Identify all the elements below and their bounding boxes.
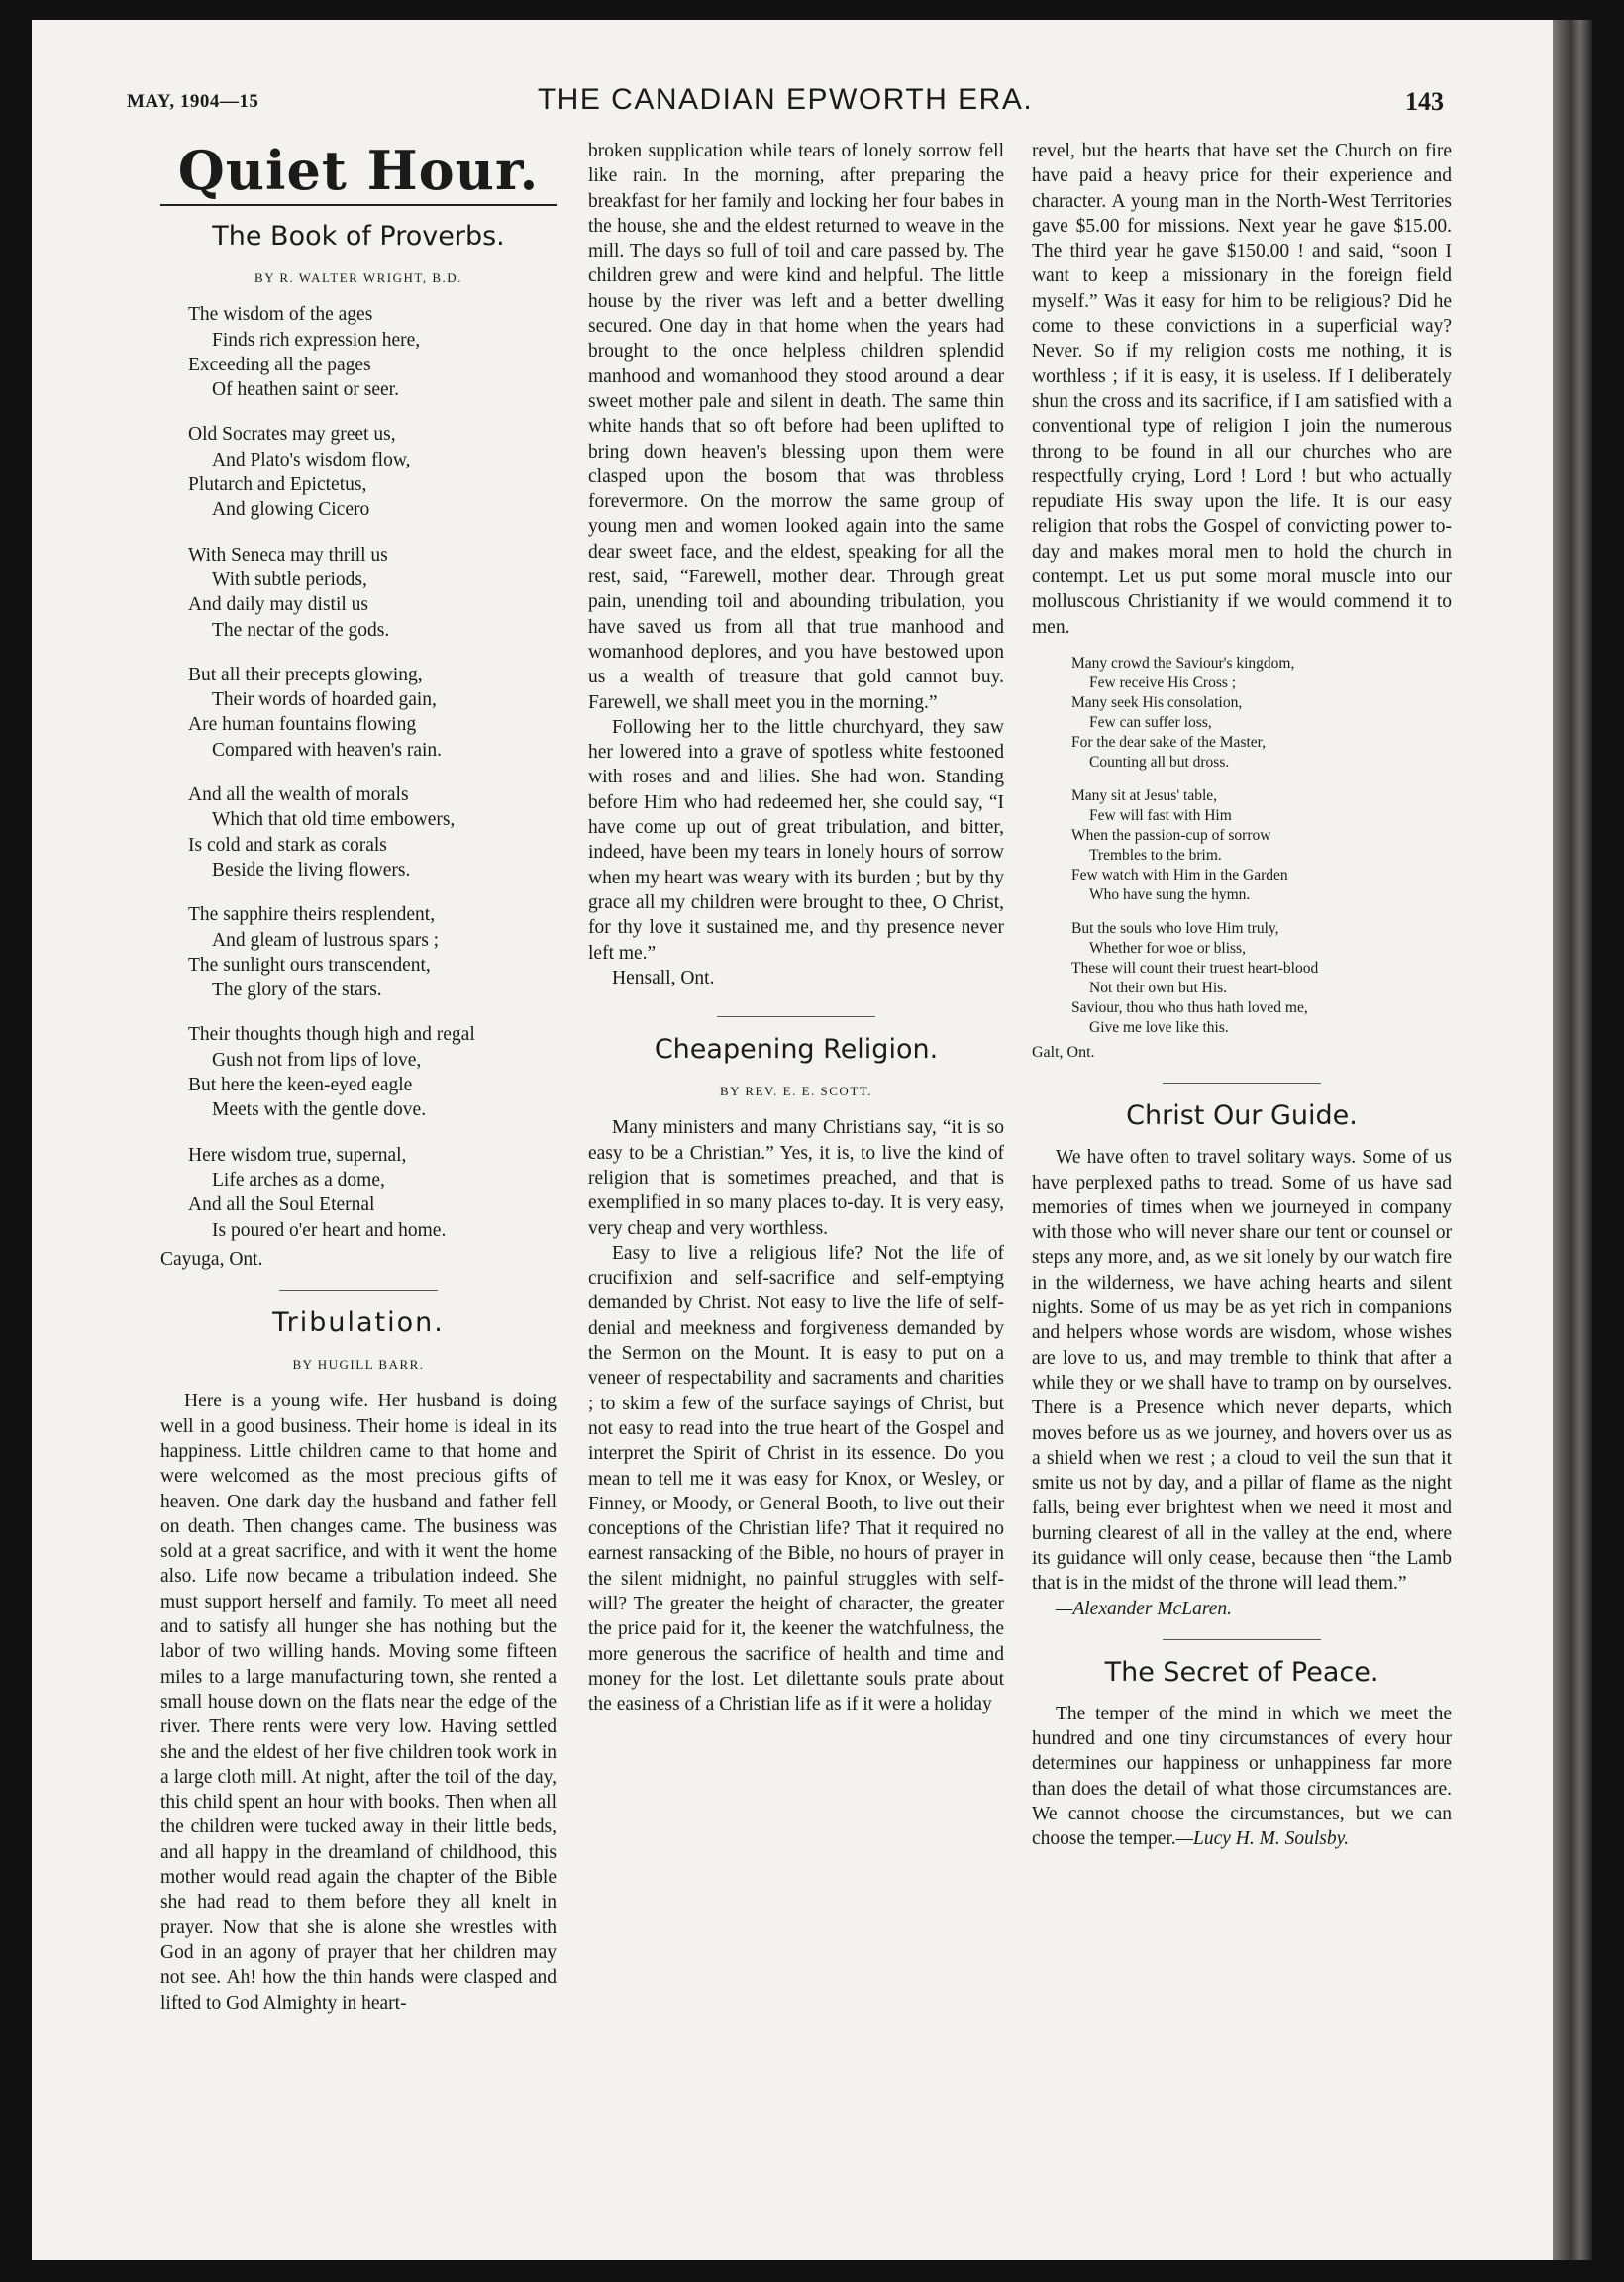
poem-line: Is cold and stark as corals: [188, 834, 387, 856]
section-masthead: Quiet Hour.: [177, 139, 540, 202]
poem-line: Finds rich expression here,: [212, 329, 421, 351]
poem-line: And all the wealth of morals: [188, 784, 409, 806]
poem-line: For the dear sake of the Master,: [1071, 733, 1267, 751]
poem-line: Few can suffer loss,: [1089, 713, 1212, 731]
poem-stanza: [188, 1022, 557, 1122]
poem-stanza: [188, 422, 557, 522]
poem-line: Saviour, thou who thus hath loved me,: [1071, 998, 1308, 1016]
poem-line: Of heathen saint or seer.: [212, 379, 399, 401]
guide-paragraph: We have often to travel solitary ways. Some of us have perplexed paths to tread. Some of us have sad memories of times when we journeyed in company with those who will never share our tent or counsel or steps any more, and, as we sit lonely by our watch fire in the wilderness, we have aching hearts and silent nights. Some of us may be as yet rich in companions and helpers whose words are wisdom, whose wishes are love to us, and may tremble to think that after a while they or we shall have to tramp on by ourselves. There is a Presence which never departs, which moves before us as we journey, and hovers over us as a shield when we rest ; a cloud to veil the sun that it smite us not by day, and a pillar of flame as the night falls, being ever brightest when we need it most and burning clearest of all in the valley at the end, where its guidance will only cease, because then “the Lamb that is in the midst of the throne will lead them.”: [1032, 1147, 1453, 1595]
poem-line: Who have sung the hymn.: [1089, 885, 1251, 903]
article-title-peace: The Secret of Peace.: [1104, 1656, 1379, 1688]
poem-line: Plutarch and Epictetus,: [188, 474, 367, 496]
issue-date: MAY, 1904—15: [127, 91, 259, 112]
peace-signature: —Lucy H. M. Soulsby.: [1175, 1828, 1350, 1850]
masthead-rule: [160, 204, 557, 206]
page-number: 143: [1405, 87, 1444, 116]
article-title-cheapening: Cheapening Religion.: [654, 1034, 939, 1066]
poem-line: The sapphire theirs resplendent,: [188, 904, 436, 926]
poem-stanza: [188, 543, 557, 643]
poem-stanza: [188, 663, 557, 763]
tribulation-paragraph: broken supplication while tears of lonely sorrow fell like rain. In the morning, after preparing the breakfast for her family and locking her four babes in the house, she and the eldest returned to weave in the mill. The days so full of toil and care passed by. The children grew and were kind and helpful. The little house by the river was left and a better dwelling secured. One day in that home when the years had brought to the once helpless children splendid manhood and womanhood they stood around a dear sweet mother pale and silent in death. The same thin white hands that so oft before had been uplifted to bring down heaven's blessing upon them were clasped upon the bosom that was throbless forevermore. On the morrow the same group of young men and women looked again into the same dear sweet face, and the eldest, speaking for all the rest, said, “Farewell, mother dear. Through great pain, unending toil and abounding tribulation, you have saved us from all that true manhood and womanhood deplores, and you have bestowed upon us a wealth of treasure that gold cannot buy. Farewell, we shall meet you in the morning.”: [588, 141, 1004, 713]
section-divider: [1163, 1639, 1321, 1640]
poem-line: But all their precepts glowing,: [188, 664, 423, 685]
poem-line: Counting all but dross.: [1089, 753, 1230, 771]
byline-proverbs: BY R. WALTER WRIGHT, B.D.: [254, 270, 462, 285]
poem-line: The glory of the stars.: [212, 980, 382, 1001]
poem-line: Old Socrates may greet us,: [188, 424, 396, 446]
column-2: [588, 139, 1004, 1717]
poem-line: But here the keen-eyed eagle: [188, 1075, 413, 1096]
cheapening-paragraph: Easy to live a religious life? Not the life of crucifixion and self-sacrifice and self-emptying demanded by Christ. Not easy to live the life of self-denial and meekness and forgiveness demanded by the Sermon on the Mount. It is easy to put on a veneer of respectability and sacraments and charities ; to skim a few of the surface sayings of Christ, but not easy to read into the true heart of the Gospel and interpret the Spirit of Christ in its essence. Do you mean to tell me it was easy for Knox, or Wesley, or Finney, or Moody, or General Booth, to live out their conceptions of the Christian life? That it required no earnest ransacking of the Bible, no hours of prayer in the silent midnight, no painful struggles with self-will? The greater the height of character, the greater the price paid for it, the keener the watchfulness, the more generous the sacrifice of health and time and money for the lost. Let dilettante souls prate about the easiness of a Christian life as if it were a holiday: [588, 1242, 1004, 1715]
poem-line: Life arches as a dome,: [212, 1169, 385, 1191]
poem-line: And gleam of lustrous spars ;: [212, 929, 440, 951]
poem-line: Beside the living flowers.: [212, 859, 411, 881]
column-3: [1032, 139, 1452, 1852]
poem-line: Is poured o'er heart and home.: [212, 1219, 447, 1241]
poem-line: Many seek His consolation,: [1071, 693, 1243, 711]
peace-text: The temper of the mind in which we meet the hundred and one tiny circumstances of every hour determines our happiness or unhappiness far more than does the detail of what those circumstances are. We cannot choose the circumstances, but we can choose the temper.: [1032, 1703, 1452, 1850]
column-1: [160, 139, 557, 2016]
poem-line: These will count their truest heart-blood: [1071, 959, 1319, 977]
poem-line: Meets with the gentle dove.: [212, 1099, 427, 1121]
poem-line: Few receive His Cross ;: [1089, 674, 1237, 691]
article-title-proverbs: The Book of Proverbs.: [212, 221, 505, 252]
page-binding-edge: [1553, 20, 1592, 2260]
byline-cheapening: BY REV. E. E. SCOTT.: [720, 1084, 872, 1099]
poem-stanza: [188, 782, 557, 882]
poem-line: And Plato's wisdom flow,: [212, 449, 411, 470]
poem-line: Many crowd the Saviour's kingdom,: [1071, 654, 1295, 672]
section-divider: [717, 1016, 875, 1017]
poem-line: And all the Soul Eternal: [188, 1194, 375, 1216]
poem-line: The nectar of the gods.: [212, 619, 390, 641]
poem-line: But the souls who love Him truly,: [1071, 919, 1279, 937]
poem-line: Exceeding all the pages: [188, 354, 371, 375]
byline-tribulation: BY HUGILL BARR.: [292, 1357, 425, 1373]
peace-paragraph: [1032, 1702, 1452, 1852]
tribulation-paragraph: Following her to the little churchyard, they saw her lowered into a grave of spotless white festooned with roses and and lilies. She had won. Standing before Him who had redeemed her, she could say, “I have come up out of great tribulation, and bitter, indeed, have been my tears in lonely hours of sorrow when my heart was weary with its burden ; but by thy grace all my children were brought to thee, O Christ, for thy love it sustained me, and thy presence never left me.”: [588, 716, 1004, 964]
poem-line: Their thoughts though high and regal: [188, 1024, 475, 1046]
poem-line: And daily may distil us: [188, 594, 368, 616]
poem-line: With subtle periods,: [212, 569, 367, 590]
poem-line: Here wisdom true, supernal,: [188, 1144, 407, 1166]
poem-line: Many sit at Jesus' table,: [1071, 786, 1218, 804]
poem-stanza: [188, 1143, 557, 1243]
section-divider: [279, 1290, 438, 1291]
poem-line: When the passion-cup of sorrow: [1071, 826, 1271, 844]
poem-stanza: [1071, 919, 1452, 1038]
poem-line: Which that old time embowers,: [212, 809, 456, 831]
poem-line: And glowing Cicero: [212, 499, 370, 521]
running-head: [127, 83, 1444, 123]
place-cheapening: Galt, Ont.: [1032, 1043, 1095, 1061]
poem-line: Their words of hoarded gain,: [212, 689, 437, 711]
article-title-guide: Christ Our Guide.: [1126, 1100, 1358, 1132]
poem-line: Not their own but His.: [1089, 979, 1228, 996]
poem-stanza: [188, 302, 557, 402]
section-divider: [1163, 1083, 1321, 1084]
poem-line: The sunlight ours transcendent,: [188, 954, 431, 976]
poem-line: Few watch with Him in the Garden: [1071, 866, 1288, 883]
poem-line: Few will fast with Him: [1089, 806, 1232, 824]
poem-line: Whether for woe or bliss,: [1089, 939, 1246, 957]
poem-line: Compared with heaven's rain.: [212, 739, 443, 761]
poem-stanza: [188, 902, 557, 1002]
poem-line: Give me love like this.: [1089, 1018, 1229, 1036]
guide-signature: —Alexander McLaren.: [1056, 1598, 1232, 1619]
poem-line: Are human fountains flowing: [188, 714, 417, 736]
place-tribulation: Hensall, Ont.: [612, 967, 715, 988]
poem-line: Trembles to the brim.: [1089, 846, 1222, 864]
cheapening-paragraph: revel, but the hearts that have set the Church on fire have paid a heavy price for their experience and character. A young man in the North-West Territories gave $5.00 for missions. Next year he gave $15.00. The third year he gave $150.00 ! and said, “soon I want to keep a missionary in the foreign field myself.” Was it easy for him to be religious? Did he come to these convictions in a superficial way? Never. So if my religion costs me nothing, it is worthless ; if it is easy, it is useless. If I deliberately shun the cross and its sacrifice, if I am satisfied with a conventional type of religion I join the numerous throng to be found in all our churches who are respectfully crying, Lord ! Lord ! but who actually repudiate His sway upon the life. It is our easy religion that robs the Gospel of convicting power to-day and makes moral men to hold the church in contempt. Let us put some moral muscle into our molluscous Christianity if we would commend it to men.: [1032, 141, 1452, 638]
tribulation-paragraph: Here is a young wife. Her husband is doing well in a good business. Their home is ideal in its happiness. Little children came to that home and were welcomed as the most precious gifts of heaven. One dark day the husband and father fell on death. Then changes came. The business was sold at a great sacrifice, and with it went the home also. Life now became a tribulation indeed. She must support herself and family. To meet all need and to satisfy all hunger she has nothing but the labor of two willing hands. Moving some fifteen miles to a large manufacturing town, she rented a small house down on the flats near the edge of the river. There rents were very low. Having settled she and the eldest of her five children took work in a large cloth mill. At night, after the toil of the day, this child spent an hour with books. Then when all the children were tucked away in their little beds, and all happy in the dreamland of childhood, this mother would read again the chapter of the Bible she had read to them before they all knelt in prayer. Now that she is alone she wrestles with God in an agony of prayer that her children may not see. Ah! how the thin hands were clasped and lifted to God Almighty in heart-: [160, 1391, 557, 2014]
poem-line: Gush not from lips of love,: [212, 1049, 422, 1071]
poem-stanza: [1071, 786, 1452, 905]
article-title-tribulation: Tribulation.: [272, 1307, 445, 1339]
place-proverbs: Cayuga, Ont.: [160, 1248, 263, 1270]
publication-title: THE CANADIAN EPWORTH ERA.: [537, 83, 1034, 116]
poem-stanza: [1071, 654, 1452, 773]
poem-line: The wisdom of the ages: [188, 304, 373, 326]
poem-line: With Seneca may thrill us: [188, 544, 388, 566]
cheapening-paragraph: Many ministers and many Christians say, “it is so easy to be a Christian.” Yes, it is, to live the kind of religion that is sometimes preached, and that is exemplified in so many places to-day. It is very easy, very cheap and very worthless.: [588, 1117, 1004, 1239]
